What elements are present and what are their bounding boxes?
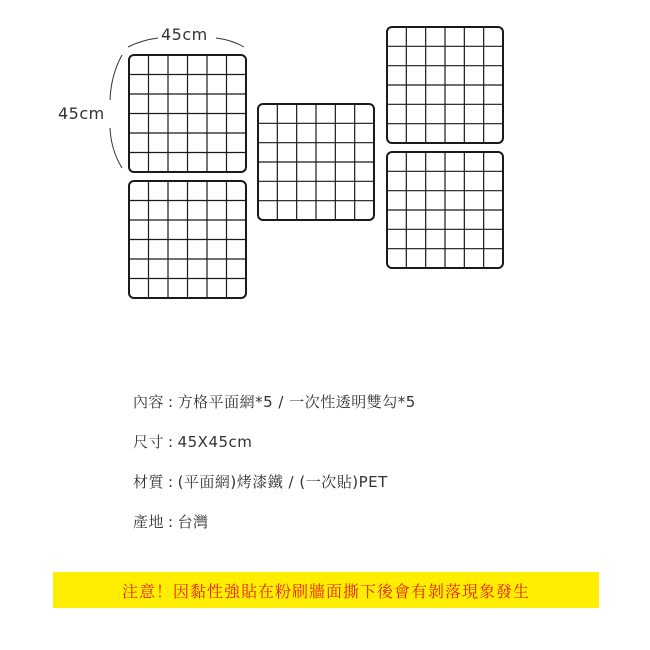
height-dimension-arc-bottom (110, 128, 122, 168)
grid-panel (387, 152, 503, 268)
spec-row-contents (133, 395, 416, 410)
spec-row-material (133, 475, 388, 490)
spec-value: 45X45cm (177, 433, 253, 451)
spec-value: (平面網)烤漆鐵 / (一次貼)PET (177, 473, 388, 491)
spec-row-origin (133, 515, 209, 530)
warning-banner (53, 572, 599, 608)
grid-panel (129, 55, 246, 172)
spec-label: 尺寸 (133, 433, 165, 451)
grid-panel (129, 181, 246, 298)
spec-separator: : (168, 393, 174, 411)
width-dimension-arc-right (216, 38, 244, 47)
spec-row-size (133, 435, 252, 450)
spec-label: 內容 (133, 393, 165, 411)
spec-separator: : (168, 513, 174, 531)
warning-text: 注意！因黏性強貼在粉刷牆面撕下後會有剝落現象發生 (121, 581, 530, 601)
spec-separator: : (168, 433, 174, 451)
width-dimension-label: 45cm (161, 25, 208, 44)
spec-value: 方格平面網*5 / 一次性透明雙勾*5 (177, 393, 416, 411)
width-dimension-arc-left (128, 38, 158, 47)
spec-separator: : (168, 473, 174, 491)
spec-value: 台灣 (177, 513, 209, 531)
spec-label: 材質 (133, 473, 165, 491)
grid-panel (258, 104, 374, 220)
height-dimension-arc-top (110, 55, 122, 100)
height-dimension-label: 45cm (58, 104, 105, 123)
spec-label: 產地 (133, 513, 165, 531)
grid-panel (387, 27, 503, 143)
